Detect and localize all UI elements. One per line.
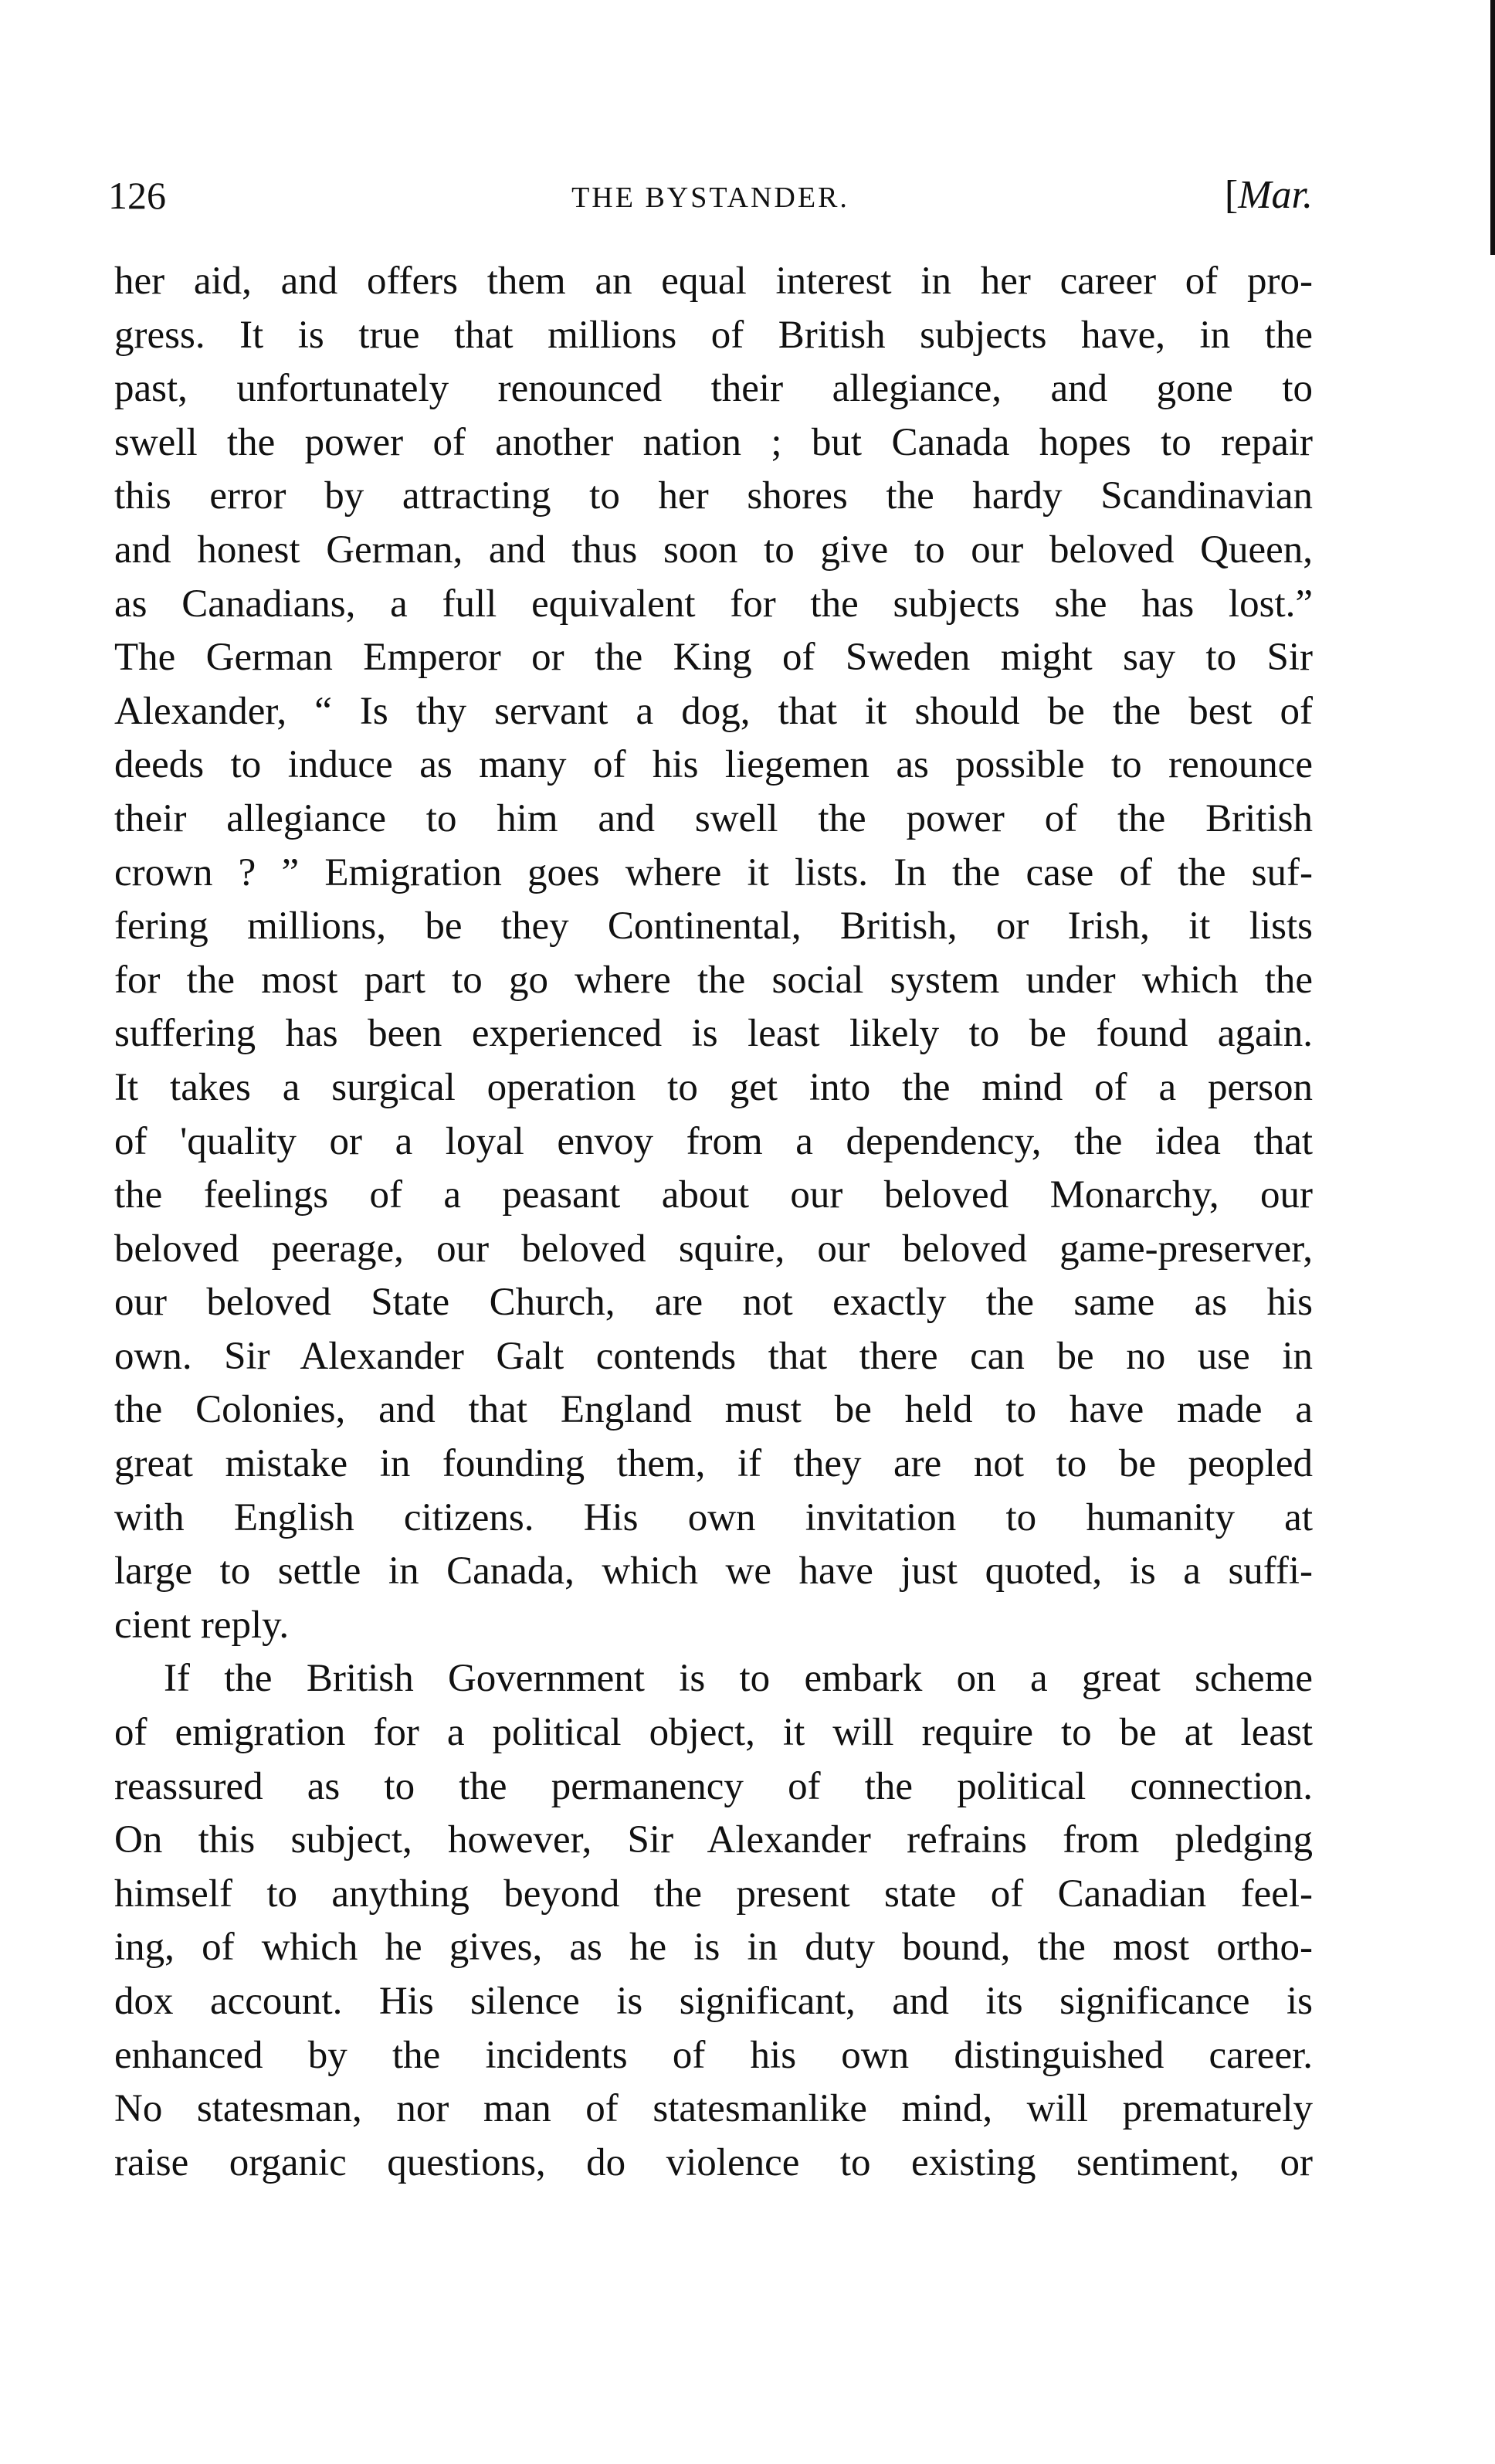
- text-line: reassured as to the permanency of the political connection.: [114, 1764, 1313, 1808]
- body-text: [114, 255, 1313, 2190]
- text-line: their allegiance to him and swell the power of the British: [114, 796, 1313, 840]
- paragraph-first-line: If the British Government is to embark on a great scheme: [164, 1657, 1313, 1701]
- text-line: No statesman, nor man of statesmanlike mind, will prematurely: [114, 2087, 1313, 2131]
- text-line: own. Sir Alexander Galt contends that there can be no use in: [114, 1334, 1313, 1378]
- text-line: the feelings of a peasant about our beloved Monarchy, our: [114, 1173, 1313, 1217]
- text-line: fering millions, be they Continental, British, or Irish, it lists: [114, 904, 1313, 949]
- text-line: deeds to induce as many of his liegemen as possible to renounce: [114, 743, 1313, 787]
- text-line: our beloved State Church, are not exactly the same as his: [114, 1281, 1313, 1325]
- issue-month: [1225, 168, 1313, 222]
- text-line: It takes a surgical operation to get into the mind of a person: [114, 1065, 1313, 1109]
- text-line: himself to anything beyond the present state of Canadian feel-: [114, 1872, 1313, 1916]
- text-line: enhanced by the incidents of his own distinguished career.: [114, 2033, 1313, 2077]
- text-line: as Canadians, a full equivalent for the subjects she has lost.”: [114, 582, 1313, 626]
- running-head: [108, 168, 1313, 230]
- text-line: the Colonies, and that England must be held to have made a: [114, 1388, 1313, 1432]
- text-line: gress. It is true that millions of British subjects have, in the: [114, 313, 1313, 357]
- text-line: and honest German, and thus soon to give to our beloved Queen,: [114, 528, 1313, 572]
- text-line: dox account. His silence is significant, and its significance is: [114, 1980, 1313, 2023]
- text-line: large to settle in Canada, which we have just quoted, is a suffi-: [114, 1549, 1313, 1593]
- journal-title: THE BYSTANDER.: [571, 182, 849, 214]
- paragraph-end-line: cient reply.: [114, 1603, 290, 1647]
- text-line: ing, of which he gives, as he is in duty bound, the most ortho-: [114, 1926, 1313, 1970]
- month-label: Mar.: [1238, 173, 1313, 217]
- text-line: with English citizens. His own invitation to humanity at: [114, 1495, 1313, 1539]
- text-line: of 'quality or a loyal envoy from a dependency, the idea that: [114, 1119, 1313, 1163]
- text-line: raise organic questions, do violence to existing sentiment, or: [114, 2140, 1313, 2184]
- text-line: crown ? ” Emigration goes where it lists. In the case of the suf-: [114, 850, 1313, 894]
- text-line: beloved peerage, our beloved squire, our beloved game-preserver,: [114, 1227, 1313, 1271]
- text-line: for the most part to go where the social system under which the: [114, 958, 1313, 1002]
- text-line: Alexander, “ Is thy servant a dog, that it should be the best of: [114, 689, 1313, 733]
- text-line: swell the power of another nation ; but Canada hopes to repair: [114, 420, 1313, 464]
- text-line: suffering has been experienced is least likely to be found again.: [114, 1012, 1313, 1056]
- page-edge-shadow: [1490, 0, 1495, 255]
- text-line: The German Emperor or the King of Sweden might say to Sir: [114, 636, 1313, 680]
- text-line: her aid, and offers them an equal interest in her career of pro-: [114, 260, 1313, 303]
- text-line: On this subject, however, Sir Alexander refrains from pledging: [114, 1818, 1313, 1862]
- text-line: of emigration for a political object, it will require to be at least: [114, 1711, 1313, 1755]
- month-bracket: [: [1224, 173, 1239, 217]
- text-line: this error by attracting to her shores the hardy Scandinavian: [114, 474, 1313, 518]
- text-line: great mistake in founding them, if they are not to be peopled: [114, 1442, 1313, 1486]
- page-number: 126: [108, 174, 166, 217]
- text-line: past, unfortunately renounced their allegiance, and gone to: [114, 367, 1313, 411]
